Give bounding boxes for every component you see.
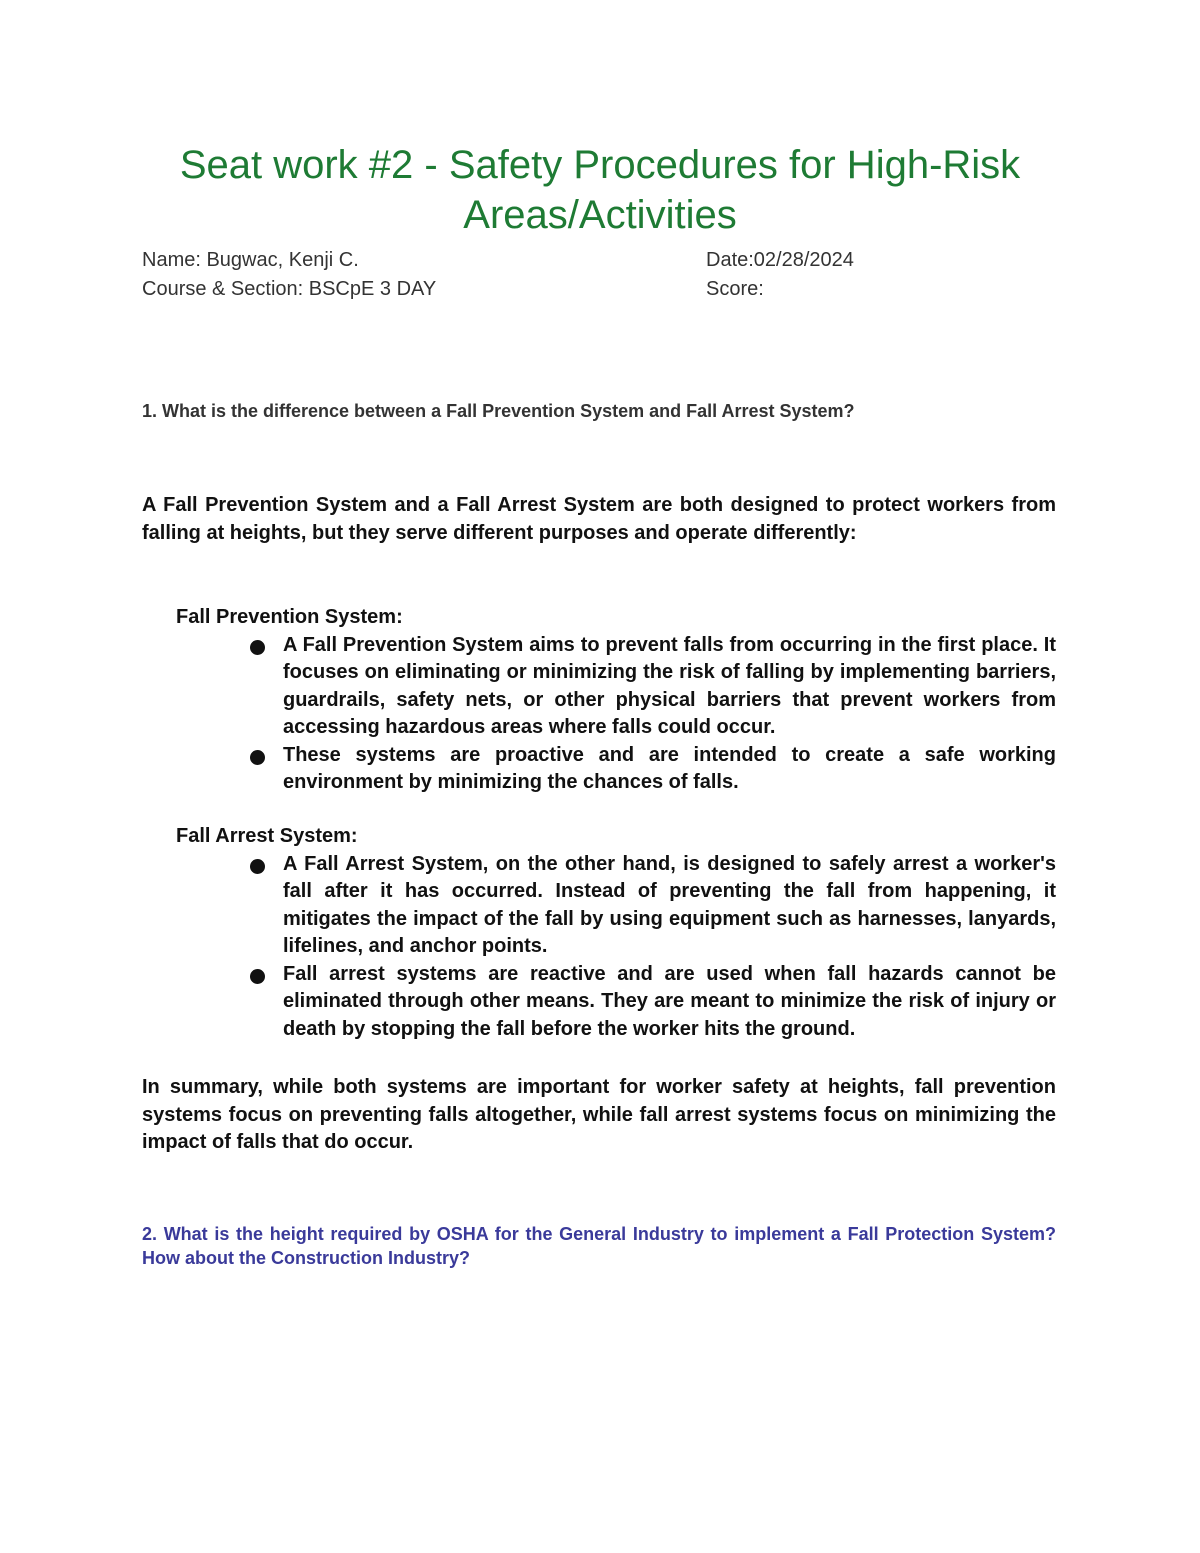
bullet-list (176, 851, 1056, 1044)
student-info (142, 246, 436, 304)
fall-arrest-section (176, 823, 1056, 1043)
question-1: 1. What is the difference between a Fall Prevention System and Fall Arrest System? (142, 401, 855, 421)
bullet-text: Fall arrest systems are reactive and are used when fall hazards cannot be eliminated through other means. They are meant to minimize the risk of injury or death by stopping the fall before the worker hits the ground. (283, 962, 1056, 1040)
question-2: 2. What is the height required by OSHA for the General Industry to implement a Fall Protection System? How about the Construction Industry? (142, 1224, 1056, 1268)
section-heading: Fall Prevention System: (176, 606, 403, 628)
section-heading: Fall Arrest System: (176, 825, 358, 847)
list-item (176, 632, 1056, 742)
list-item (176, 742, 1056, 797)
bullet-text: These systems are proactive and are intended to create a safe working environment by minimizing the chances of falls. (283, 743, 1056, 793)
document-title: Seat work #2 - Safety Procedures for High-Risk Areas/Activities (179, 143, 1021, 237)
bullet-icon (250, 750, 265, 765)
answer-intro: A Fall Prevention System and a Fall Arrest System are both designed to protect workers from falling at heights, but they serve different purposes and operate differently: (142, 494, 1056, 544)
course-section: Course & Section: BSCpE 3 DAY (142, 278, 437, 300)
bullet-icon (250, 969, 265, 984)
bullet-icon (250, 640, 265, 655)
answer-summary: In summary, while both systems are important for worker safety at heights, fall prevention systems focus on preventing falls altogether, while fall arrest systems focus on minimizing the impact of falls that do occur. (142, 1076, 1056, 1153)
score-field: Score: (706, 278, 764, 300)
student-name: Name: Bugwac, Kenji C. (142, 249, 359, 271)
date-score-info (706, 246, 854, 304)
bullet-text: A Fall Arrest System, on the other hand, is designed to safely arrest a worker's fall after it has occurred. Instead of preventing the fall from happening, it mitigates the impact of the fall by using equipment such as harnesses, lanyards, lifelines, and anchor points. (283, 852, 1056, 957)
date-field: Date:02/28/2024 (706, 249, 854, 271)
fall-prevention-section (176, 604, 1056, 797)
bullet-text: A Fall Prevention System aims to prevent falls from occurring in the first place. It focuses on eliminating or minimizing the risk of falling by implementing barriers, guardrails, safety nets, or other physical barriers that prevent workers from accessing hazardous areas where falls could occur. (283, 633, 1056, 738)
list-item (176, 961, 1056, 1044)
bullet-icon (250, 859, 265, 874)
list-item (176, 851, 1056, 961)
bullet-list (176, 632, 1056, 797)
